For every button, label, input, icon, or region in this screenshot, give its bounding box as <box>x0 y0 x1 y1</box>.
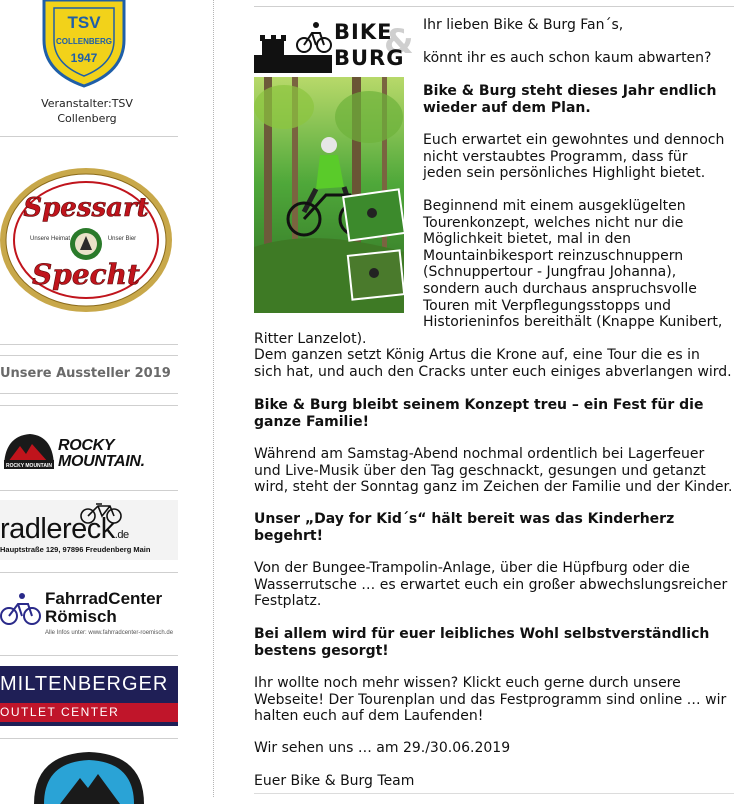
headline-3a: Unser „Day for Kid´s“ hält bereit was das Kinderherz <box>254 511 675 527</box>
headline-2a: Bike & Burg bleibt seinem Konzept treu – ein Fest für die <box>254 397 704 413</box>
paragraph-4k: sich hat, und auch den Cracks unter euch einiges abverlangen wird. <box>254 364 732 380</box>
paragraph-6c: Festplatz. <box>254 593 322 610</box>
sidebar-divider <box>0 405 178 406</box>
organizer-name: Collenberg <box>57 112 117 125</box>
rocky-line2: MOUNTAIN. <box>58 453 145 470</box>
paragraph-4d: Mountainbikesport reinzuschnuppern <box>423 247 684 264</box>
sidebar-divider <box>0 655 178 656</box>
sidebar-divider <box>0 136 178 137</box>
paragraph-4b: Tourenkonzept, welches nicht nur die <box>423 214 684 231</box>
organizer-caption <box>20 96 154 126</box>
paragraph-6b: Wasserrutsche … es erwartet euch ein großer abwechslungsreicher <box>254 576 728 593</box>
sidebar-divider <box>0 490 178 491</box>
specht-left-small: Unsere Heimat <box>29 236 71 242</box>
paragraph-3a: Euch erwartet ein gewohntes und dennoch <box>423 132 725 148</box>
spessart-specht-logo[interactable] <box>0 166 176 314</box>
specht-line2: Specht <box>32 258 140 291</box>
radlereck-name: radlereck <box>0 513 115 545</box>
content-top-rule <box>254 6 734 7</box>
cyclist-icon <box>0 592 42 628</box>
headline-1b: wieder auf dem Plan. <box>423 99 591 116</box>
headline-3b: begehrt! <box>254 527 323 544</box>
tsv-top-text: TSV <box>67 13 101 32</box>
tsv-collenberg-logo[interactable] <box>40 0 128 90</box>
paragraph-4f: sondern auch durchaus anspruchsvolle <box>423 281 697 297</box>
exhibitors-heading: Unsere Aussteller 2019 <box>0 366 171 381</box>
sidebar-divider <box>0 344 178 345</box>
column-divider <box>213 0 214 797</box>
paragraph-7c: halten euch auf dem Laufenden! <box>254 708 484 725</box>
organizer-label: Veranstalter:TSV <box>41 97 133 110</box>
paragraph-4c: Möglichkeit bietet, mal in den <box>423 231 631 248</box>
sidebar-divider <box>0 393 178 394</box>
specht-line1: Spessart <box>23 193 149 223</box>
mountainbike-photo <box>254 77 404 313</box>
paragraph-4j: Dem ganzen setzt König Artus die Krone auf, eine Tour die es in <box>254 347 700 364</box>
sidebar-divider <box>0 355 178 356</box>
paragraph-4g: Touren mit Verpflegungsstopps und <box>423 297 671 314</box>
brand-line1: BIKE <box>334 20 393 44</box>
greeting: Ihr lieben Bike & Burg Fan´s, <box>423 17 624 33</box>
brand-line2: BURG <box>334 46 405 70</box>
radlereck-tld: .de <box>114 529 129 541</box>
tsv-ring-text: COLLENBERG <box>56 37 112 46</box>
miltenberger-title: MILTENBERGER <box>0 673 169 695</box>
paragraph-4h: Historieninfos bereithält (Knappe Kunibert, <box>423 314 723 331</box>
sidebar-divider <box>0 572 178 573</box>
paragraph-4a: Beginnend mit einem ausgeklügelten <box>423 198 686 214</box>
rocky-badge-text: ROCKY MOUNTAIN <box>6 463 52 469</box>
rocky-line1: ROCKY <box>58 437 115 454</box>
intro-question: könnt ihr es auch schon kaum abwarten? <box>423 50 712 66</box>
specht-right-small: Unser Bier <box>107 236 137 242</box>
headline-1a: Bike & Burg steht dieses Jahr endlich <box>423 83 717 99</box>
paragraph-5b: und Live-Musik über den Tag geschnackt, gesungen und getanzt <box>254 462 706 479</box>
fahrradcenter-url: Alle Infos unter: www.fahrradcenter-roemisch.de <box>45 630 174 636</box>
paragraph-4e: (Schnuppertour - Jungfrau Johanna), <box>423 264 677 281</box>
paragraph-3c: jeden sein persönliches Highlight bietet. <box>423 165 706 182</box>
content-bottom-rule <box>254 793 734 794</box>
paragraph-3b: nicht verstaubtes Programm, dass für <box>423 148 688 165</box>
fahrradcenter-line2: Römisch <box>45 607 117 626</box>
signature: Euer Bike & Burg Team <box>254 773 415 789</box>
brand-ampersand: & <box>384 22 414 62</box>
paragraph-7b: Webseite! Der Tourenplan und das Festprogramm sind online … wir <box>254 691 727 708</box>
paragraph-6a: Von der Bungee-Trampolin-Anlage, über die Hüpfburg oder die <box>254 560 690 576</box>
exhibitor-logo-partial[interactable] <box>30 744 148 804</box>
paragraph-7a: Ihr wollte noch mehr wissen? Klickt euch gerne durch unsere <box>254 675 681 691</box>
paragraph-5a: Während am Samstag-Abend nochmal ordentlich bei Lagerfeuer <box>254 446 705 462</box>
sidebar <box>0 0 180 797</box>
headline-4a: Bei allem wird für euer leibliches Wohl selbstverständlich <box>254 626 710 642</box>
headline-2b: ganze Familie! <box>254 413 370 430</box>
radlereck-address: Hauptstraße 129, 97896 Freudenberg Main <box>0 545 151 554</box>
fahrradcenter-line1: FahrradCenter <box>45 589 163 608</box>
tsv-year: 1947 <box>70 51 98 65</box>
miltenberger-subtitle: OUTLET CENTER <box>0 705 120 719</box>
paragraph-4i: Ritter Lanzelot). <box>254 330 367 347</box>
event-date: Wir sehen uns … am 29./30.06.2019 <box>254 740 511 756</box>
rocky-mountain-wordmark <box>58 438 145 470</box>
sidebar-divider <box>0 738 178 739</box>
paragraph-5c: wird, steht der Sonntag ganz im Zeichen der Familie und der Kinder. <box>254 479 733 496</box>
headline-4b: bestens gesorgt! <box>254 642 389 659</box>
